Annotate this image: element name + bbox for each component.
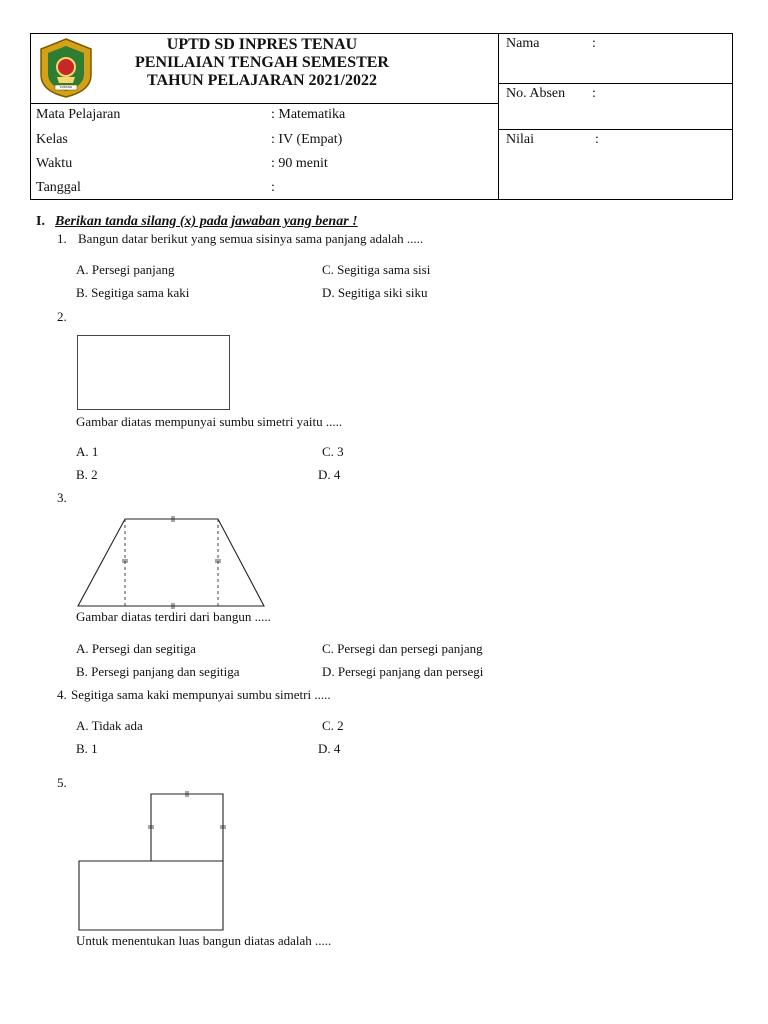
- school-year: TAHUN PELAJARAN 2021/2022: [147, 72, 377, 89]
- option-a[interactable]: A. Persegi dan segitiga: [76, 641, 196, 656]
- option-b[interactable]: B. Segitiga sama kaki: [76, 285, 190, 300]
- logo-text: KUPANG: [59, 85, 73, 89]
- option-b[interactable]: B. 1: [76, 741, 98, 756]
- question-text: Untuk menentukan luas bangun diatas adalah .....: [76, 933, 332, 948]
- question-text: Bangun datar berikut yang semua sisinya sama panjang adalah .....: [78, 231, 424, 246]
- school-name: UPTD SD INPRES TENAU: [166, 36, 358, 53]
- absen-colon: :: [592, 86, 596, 101]
- question-text: Gambar diatas mempunyai sumbu simetri yaitu .....: [76, 414, 343, 429]
- field-value-time: : 90 menit: [271, 156, 328, 171]
- name-colon: :: [592, 36, 596, 51]
- field-value-class: : IV (Empat): [271, 132, 343, 147]
- option-d[interactable]: D. Persegi panjang dan persegi: [322, 664, 484, 679]
- option-d[interactable]: D. 4: [318, 741, 341, 756]
- grade-label: Nilai: [506, 132, 534, 147]
- option-b[interactable]: B. Persegi panjang dan segitiga: [76, 664, 240, 679]
- question-number: 5.: [57, 775, 67, 790]
- field-value-subject: : Matematika: [271, 107, 346, 122]
- field-label-class: Kelas: [36, 132, 68, 147]
- question-text: Gambar diatas terdiri dari bangun .....: [76, 609, 271, 624]
- trapezoid-figure: [76, 514, 268, 610]
- question-number: 1.: [57, 231, 67, 246]
- field-value-date: :: [271, 180, 275, 195]
- question-text: Segitiga sama kaki mempunyai sumbu simetri .....: [71, 687, 331, 702]
- exam-title: PENILAIAN TENGAH SEMESTER: [135, 54, 389, 71]
- option-a[interactable]: A. Tidak ada: [76, 718, 143, 733]
- option-c[interactable]: C. Segitiga sama sisi: [322, 262, 431, 277]
- option-a[interactable]: A. 1: [76, 444, 99, 459]
- field-label-date: Tanggal: [36, 180, 81, 195]
- option-b[interactable]: B. 2: [76, 467, 98, 482]
- section-instruction: Berikan tanda silang (x) pada jawaban yang benar !: [55, 214, 358, 229]
- question-number: 2.: [57, 309, 67, 324]
- question-number: 4.: [57, 687, 67, 702]
- composite-shape-figure: [76, 790, 228, 934]
- option-a[interactable]: A. Persegi panjang: [76, 262, 175, 277]
- field-label-subject: Mata Pelajaran: [36, 107, 121, 122]
- rectangle-figure: [76, 334, 232, 412]
- grade-colon: :: [595, 132, 599, 147]
- option-c[interactable]: C. 3: [322, 444, 344, 459]
- header-titles: [112, 36, 412, 90]
- option-d[interactable]: D. 4: [318, 467, 341, 482]
- field-label-time: Waktu: [36, 156, 73, 171]
- option-c[interactable]: C. 2: [322, 718, 344, 733]
- option-d[interactable]: D. Segitiga siki siku: [322, 285, 428, 300]
- absen-label: No. Absen: [506, 86, 566, 101]
- option-c[interactable]: C. Persegi dan persegi panjang: [322, 641, 483, 656]
- section-number: I.: [36, 214, 45, 229]
- school-logo: [35, 37, 97, 99]
- name-label: Nama: [506, 36, 540, 51]
- question-number: 3.: [57, 490, 67, 505]
